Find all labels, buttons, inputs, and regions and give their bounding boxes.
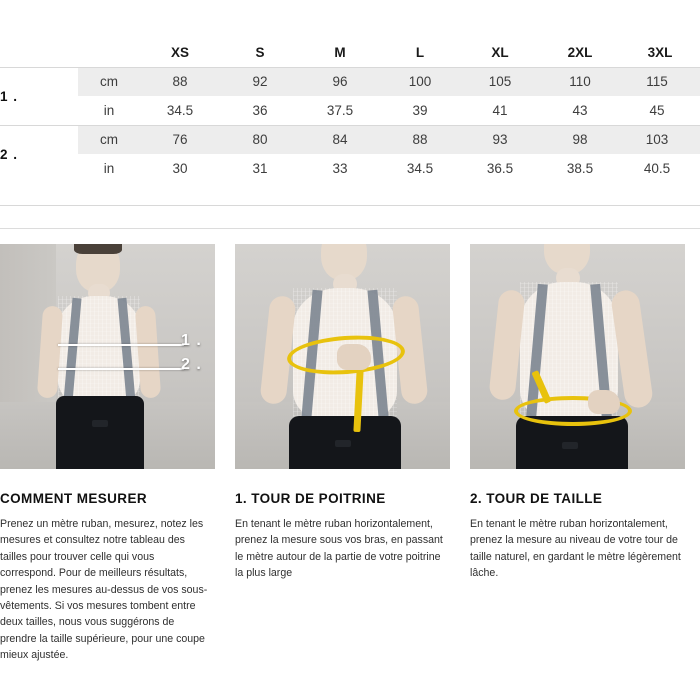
row-label-2: 2 . — [0, 125, 78, 183]
row-2-cm-xs: 76 — [140, 125, 220, 154]
instruction-body: En tenant le mètre ruban horizontalement, prenez la mesure au niveau de votre tour de taille naturel, en gardant le mètre légèrement lâche. — [470, 518, 681, 580]
row-1-in-xl: 41 — [460, 96, 540, 125]
brand-logo-icon — [335, 440, 351, 447]
photo-chest-measure — [235, 244, 450, 469]
row-2-unit-in: in — [78, 154, 140, 183]
header-size-m: M — [300, 38, 380, 67]
measure-marker-2: 2 . — [181, 356, 202, 373]
table-row — [0, 96, 700, 125]
row-1-in-l: 39 — [380, 96, 460, 125]
measure-marker-1: 1 . — [181, 332, 202, 349]
row-2-unit-cm: cm — [78, 125, 140, 154]
row-2-cm-m: 84 — [300, 125, 380, 154]
row-1-unit-in: in — [78, 96, 140, 125]
instruction-title: COMMENT MESURER — [0, 491, 147, 506]
row-2-in-s: 31 — [220, 154, 300, 183]
row-1-cm-xs: 88 — [140, 67, 220, 96]
measure-line-2 — [58, 368, 184, 370]
row-1-in-s: 36 — [220, 96, 300, 125]
row-2-in-xl: 36.5 — [460, 154, 540, 183]
instruction-body: En tenant le mètre ruban horizontalement, prenez la mesure sous vos bras, en passant le mètre autour de la partie de votre poitrine la plus large — [235, 518, 443, 580]
header-size-3xl: 3XL — [620, 38, 700, 67]
photo-how-to-measure — [0, 244, 215, 469]
header-size-s: S — [220, 38, 300, 67]
row-2-in-m: 33 — [300, 154, 380, 183]
row-2-cm-xl: 93 — [460, 125, 540, 154]
table-bottom-divider — [0, 205, 700, 206]
row-label-1: 1 . — [0, 67, 78, 125]
instruction-body: Prenez un mètre ruban, mesurez, notez les mesures et consultez notre tableau des tailles pour trouver celle qui vous correspond. Pour de meilleurs résultats, prenez les mesures au-dessus de vos sous-vêtements. Si vos mesures tombent entre deux tailles, nous vous suggérons de prendre la taille supérieure, pour une coupe mieux ajustée. — [0, 518, 208, 662]
instruction-title: 2. TOUR DE TAILLE — [470, 491, 603, 506]
row-1-unit-cm: cm — [78, 67, 140, 96]
photo-row — [0, 229, 700, 469]
row-1-cm-3xl: 115 — [620, 67, 700, 96]
brand-logo-icon — [562, 442, 578, 449]
header-size-2xl: 2XL — [540, 38, 620, 67]
row-2-in-xs: 30 — [140, 154, 220, 183]
row-1-cm-xl: 105 — [460, 67, 540, 96]
row-2-cm-l: 88 — [380, 125, 460, 154]
header-blank-unit — [78, 38, 140, 67]
measure-line-1 — [58, 344, 184, 346]
row-1-in-xs: 34.5 — [140, 96, 220, 125]
brand-logo-icon — [92, 420, 108, 427]
instruction-chest — [235, 491, 450, 664]
header-size-xl: XL — [460, 38, 540, 67]
row-2-cm-3xl: 103 — [620, 125, 700, 154]
header-size-l: L — [380, 38, 460, 67]
header-blank-label — [0, 38, 78, 67]
row-2-cm-s: 80 — [220, 125, 300, 154]
row-1-in-m: 37.5 — [300, 96, 380, 125]
instruction-title: 1. TOUR DE POITRINE — [235, 491, 386, 506]
table-header-row — [0, 38, 700, 67]
size-table — [0, 38, 700, 183]
table-row — [0, 154, 700, 183]
header-size-xs: XS — [140, 38, 220, 67]
model-hair — [74, 244, 122, 254]
row-1-in-2xl: 43 — [540, 96, 620, 125]
instruction-how-to-measure — [0, 491, 215, 664]
table-row — [0, 67, 700, 96]
row-2-cm-2xl: 98 — [540, 125, 620, 154]
instructions-row — [0, 469, 700, 664]
row-2-in-l: 34.5 — [380, 154, 460, 183]
row-2-in-2xl: 38.5 — [540, 154, 620, 183]
row-1-cm-m: 96 — [300, 67, 380, 96]
row-1-cm-s: 92 — [220, 67, 300, 96]
row-1-cm-l: 100 — [380, 67, 460, 96]
model-hand — [337, 344, 371, 370]
row-1-cm-2xl: 110 — [540, 67, 620, 96]
table-row — [0, 125, 700, 154]
photo-waist-measure — [470, 244, 685, 469]
row-1-in-3xl: 45 — [620, 96, 700, 125]
size-chart-section — [0, 0, 700, 206]
model-hand — [588, 390, 620, 414]
instruction-waist — [470, 491, 685, 664]
model-bib-shorts — [56, 396, 144, 469]
row-2-in-3xl: 40.5 — [620, 154, 700, 183]
